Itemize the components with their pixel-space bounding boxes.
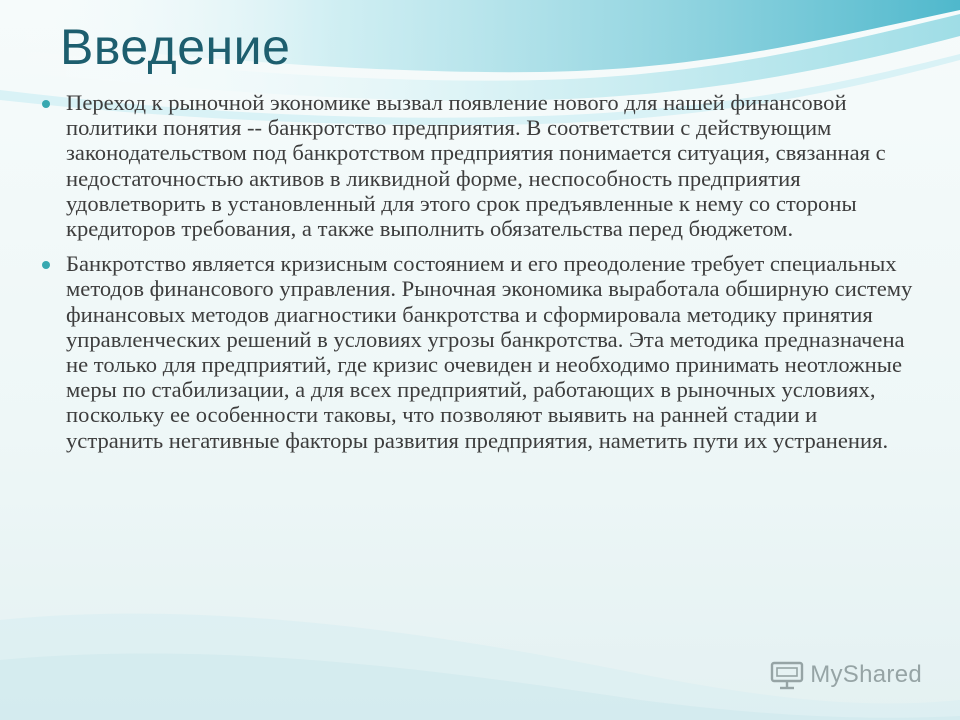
footer-wave-decoration	[0, 560, 960, 720]
bullet-text: Банкротство является кризисным состоянием и его преодоление требует специальных методов финансового управления. Рыночная экономика выработала обширную систему финансовых методов диагностики банкротства и сформировала методику принятия управленческих решений в условиях угрозы банкротства. Эта методика предназначена не только для предприятий, где кризис очевиден и необходимо принимать неотложные меры по стабилизации, а для всех предприятий, работающих в рыночных условиях, поскольку ее особенности таковы, что позволяют выявить на ранней стадии и устранить негативные факторы развития предприятия, наметить пути их устранения.	[66, 251, 913, 453]
watermark-logo	[770, 660, 922, 690]
presentation-screen-icon	[770, 660, 804, 690]
watermark-text: MyShared	[810, 661, 922, 688]
bullet-text: Переход к рыночной экономике вызвал появление нового для нашей финансовой политики понятия -- банкротство предприятия. В соответствии с действующим законодательством под банкротством предприятия понимается ситуация, связанная с недостаточностью активов в ликвидной форме, неспособность предприятия удовлетворить в установленный для этого срок предъявленные к нему со стороны кредиторов требования, а также выполнить обязательства перед бюджетом.	[66, 90, 886, 242]
slide-title: Введение	[60, 19, 291, 75]
slide-body	[36, 90, 916, 463]
bullet-marker-icon	[42, 100, 50, 108]
bullet-item	[36, 90, 916, 241]
bullet-item	[36, 251, 916, 453]
bullet-marker-icon	[42, 261, 50, 269]
